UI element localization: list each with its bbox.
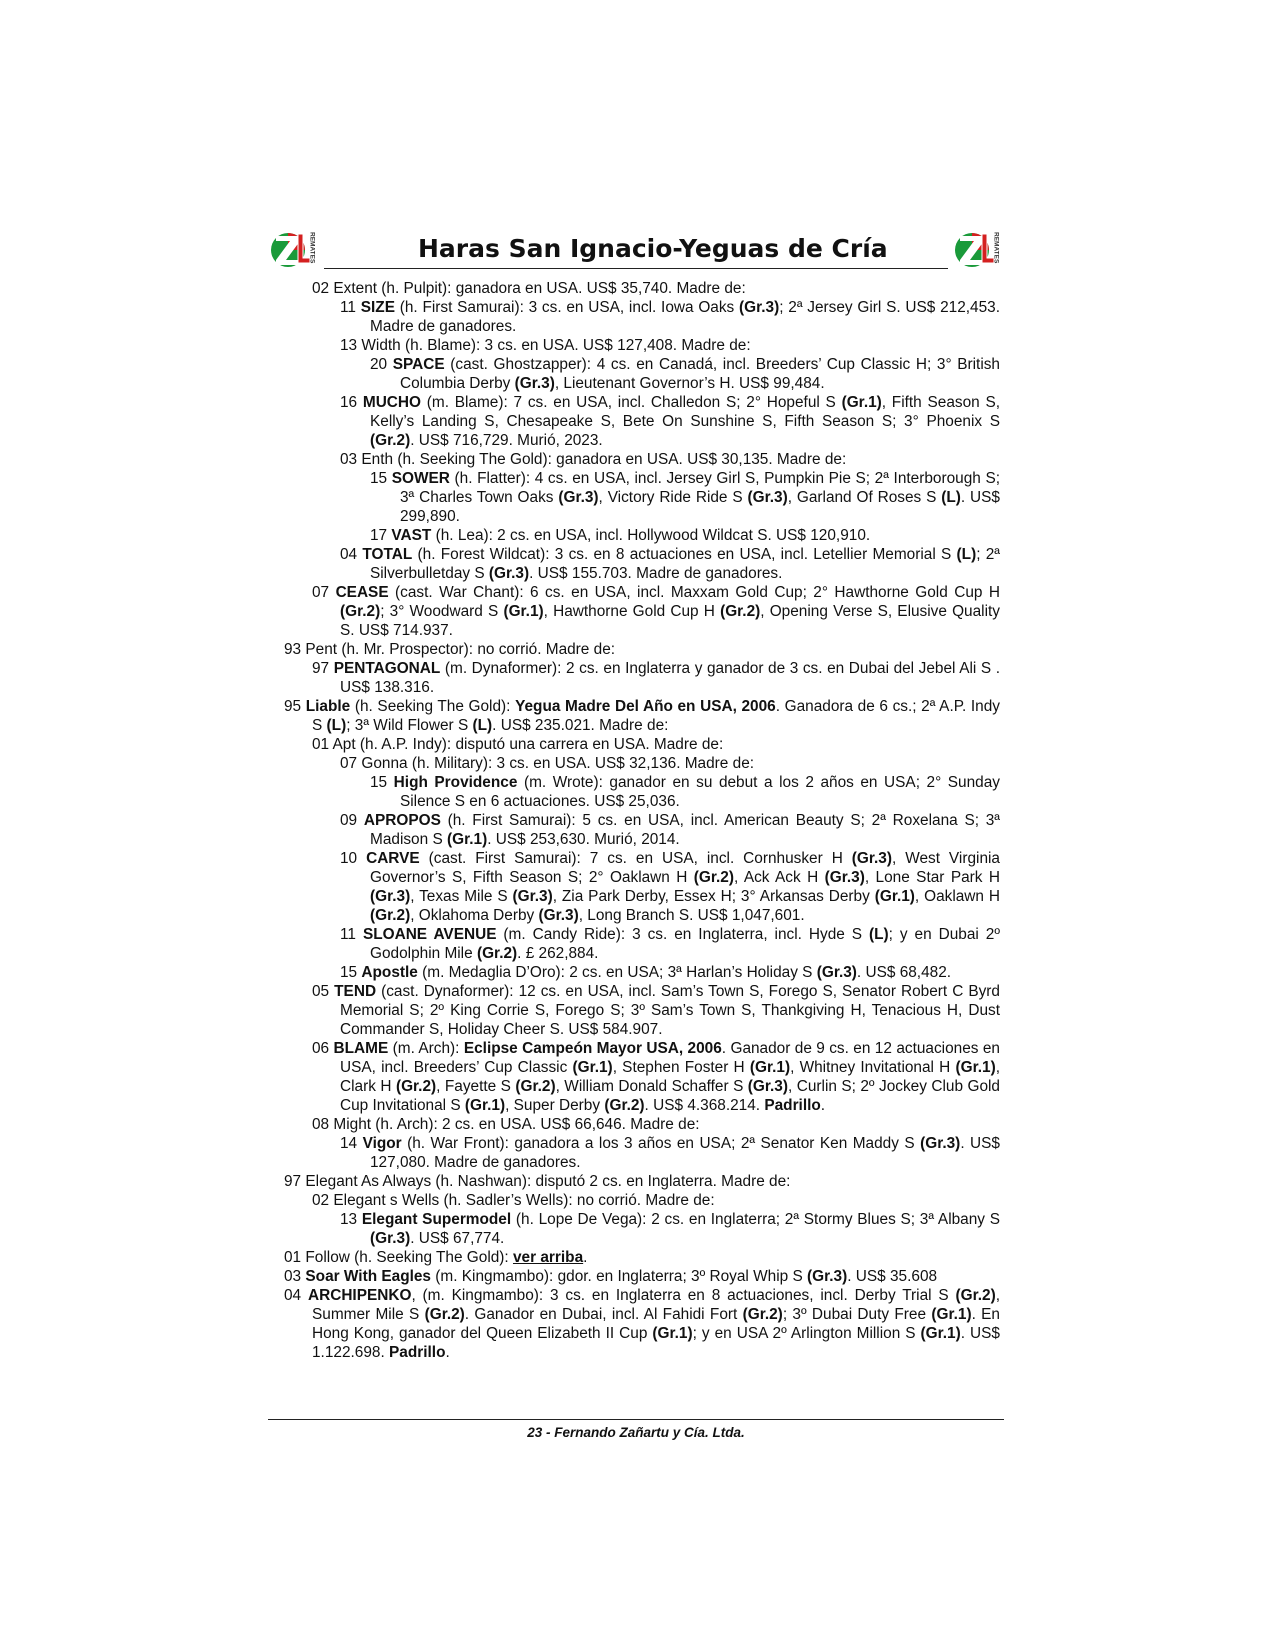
entry-text: 04 (284, 1287, 308, 1304)
entry-text: 97 Elegant As Always (h. Nashwan): disputó 2 cs. en Inglaterra. Madre de: (284, 1173, 791, 1190)
entry-text: , Texas Mile S (410, 888, 513, 905)
entry-text: 14 (340, 1135, 363, 1152)
entry-text: (h. War Front): ganadora a los 3 años en USA; 2ª Senator Ken Maddy S (401, 1135, 921, 1152)
entry-text: , Fifth Season S, Kelly’s Landing S, Chesapeake S, Bete On Sunshine S, Fifth Season S; 3° Phoenix S (370, 394, 1000, 430)
entry-bold-text: (Gr.1) (931, 1306, 972, 1323)
entry-bold-text: Soar With Eagles (305, 1268, 431, 1285)
entry-bold-text: Vigor (362, 1135, 402, 1152)
entry-text: 95 (284, 698, 306, 715)
entry-bold-text: (Gr.3) (824, 869, 865, 886)
entry-text: , Curlin S; 2º Jockey Club Gold Cup Invitational S (340, 1078, 1000, 1114)
entry-bold-text: (L) (941, 489, 961, 506)
entry-bold-text: (Gr.3) (747, 489, 788, 506)
entry-text: , Oklahoma Derby (410, 907, 539, 924)
pedigree-entry (284, 697, 1000, 735)
entry-text: 02 Extent (h. Pulpit): ganadora en USA. US$ 35,740. Madre de: (312, 280, 746, 297)
entry-text: . US$ 253,630. Murió, 2014. (487, 831, 680, 848)
entry-bold-text: TEND (334, 983, 377, 1000)
page-title: Haras San Ignacio-Yeguas de Cría (418, 234, 888, 263)
entry-text: 03 Enth (h. Seeking The Gold): ganadora en USA. US$ 30,135. Madre de: (340, 451, 847, 468)
entry-bold-text: SPACE (392, 356, 445, 373)
entry-bold-text: (Gr.1) (572, 1059, 613, 1076)
entry-text: 20 (370, 356, 393, 373)
entry-bold-text: (Gr.2) (424, 1306, 465, 1323)
entry-text: . US$ 235.021. Madre de: (492, 717, 669, 734)
pedigree-entry (370, 773, 1000, 811)
pedigree-entry (370, 469, 1000, 526)
pedigree-entry (284, 1172, 1000, 1191)
entry-bold-text: (Gr.3) (851, 850, 892, 867)
entry-bold-text: MUCHO (362, 394, 422, 411)
entry-text: . US$ 716,729. Murió, 2023. (410, 432, 603, 449)
pedigree-entry (340, 298, 1000, 336)
entry-text: . (583, 1249, 588, 1266)
entry-bold-text: (Gr.3) (488, 565, 530, 582)
entry-text: . (820, 1097, 826, 1114)
pedigree-entry (340, 849, 1000, 925)
pedigree-entry (340, 336, 1000, 355)
pedigree-entry (340, 1134, 1000, 1172)
entry-bold-text: (Gr.2) (515, 1078, 556, 1095)
entry-text: 15 (340, 964, 362, 981)
entry-bold-text: VAST (391, 527, 432, 544)
pedigree-entry (312, 1039, 1000, 1115)
svg-text:REMATES: REMATES (308, 232, 316, 264)
pedigree-text (284, 279, 1000, 1362)
pedigree-entry (340, 925, 1000, 963)
entry-bold-text: (Gr.1) (874, 888, 915, 905)
pedigree-entry (312, 583, 1000, 640)
entry-text: (m. Kingmambo): gdor. en Inglaterra; 3º Royal Whip S (431, 1268, 808, 1285)
entry-bold-text: (Gr.2) (742, 1306, 783, 1323)
entry-bold-text: Yegua Madre Del Año en USA, 2006 (515, 698, 776, 715)
pedigree-entry (312, 1115, 1000, 1134)
entry-text: 09 (340, 812, 364, 829)
entry-text: , Fayette S (436, 1078, 516, 1095)
entry-bold-text: (Gr.1) (841, 394, 882, 411)
entry-text: , Ack Ack H (733, 869, 825, 886)
entry-bold-text: (Gr.3) (370, 888, 411, 905)
header-rule (324, 268, 948, 269)
entry-text: , Clark H (340, 1059, 1000, 1095)
entry-text: . US$ 68,482. (856, 964, 952, 981)
entry-text: , Opening Verse S, Elusive Quality S. US$ 714.937. (340, 603, 1000, 639)
entry-bold-text: TOTAL (362, 546, 413, 563)
entry-bold-text: (Gr.3) (538, 907, 579, 924)
entry-bold-text: (Gr.2) (340, 603, 381, 620)
entry-text: (m. Wrote): ganador en su debut a los 2 años en USA; 2° Sunday Silence S en 6 actuaciones. US$ 25,036. (400, 774, 1000, 810)
entry-bold-text: (Gr.3) (816, 964, 857, 981)
entry-bold-text: (Gr.3) (739, 299, 780, 316)
entry-text: . US$ 1.122.698. (312, 1325, 1000, 1361)
entry-text: ; 2ª Jersey Girl S. US$ 212,453. Madre de ganadores. (370, 299, 1001, 335)
entry-text: (h. First Samurai): 3 cs. en USA, incl. Iowa Oaks (394, 299, 740, 316)
entry-bold-text: (Gr.3) (514, 375, 555, 392)
entry-bold-text: (Gr.1) (447, 831, 488, 848)
entry-bold-text: (Gr.2) (370, 907, 411, 924)
pedigree-entry (284, 1248, 1000, 1267)
entry-bold-text: (Gr.3) (807, 1268, 848, 1285)
entry-text: (h. First Samurai): 5 cs. en USA, incl. American Beauty S; 2ª Roxelana S; 3ª Madison S (370, 812, 1000, 848)
entry-bold-text: SLOANE AVENUE (362, 926, 497, 943)
entry-text: (m. Medaglia D’Oro): 2 cs. en USA; 3ª Harlan’s Holiday S (417, 964, 817, 981)
entry-text: , Zia Park Derby, Essex H; 3° Arkansas Derby (552, 888, 875, 905)
entry-bold-text: (Gr.3) (558, 489, 599, 506)
entry-bold-text: (Gr.2) (955, 1287, 996, 1304)
entry-text: (cast. Dynaformer): 12 cs. en USA, incl. Sam’s Town S, Forego S, Senator Robert C Byrd Memorial S; 2º King Corrie S, Forego S; 3º Sam’s Town S, Thankgiving H, Tenacious H, Dust Commander S, Holiday Cheer S. US$ 584.907. (340, 983, 1000, 1038)
entry-bold-text: SIZE (360, 299, 395, 316)
entry-text: 04 (340, 546, 363, 563)
entry-text: (m. Blame): 7 cs. en USA, incl. Challedon S; 2° Hopeful S (421, 394, 842, 411)
entry-text: 15 (370, 470, 392, 487)
entry-text: (m. Arch): (388, 1040, 464, 1057)
entry-bold-text: BLAME (333, 1040, 389, 1057)
entry-text: 10 (340, 850, 367, 867)
entry-text: , Oaklawn H (914, 888, 1000, 905)
pedigree-entry (284, 1267, 1000, 1286)
pedigree-entry (312, 735, 1000, 754)
entry-text: 11 (340, 926, 363, 943)
pedigree-entry (340, 1210, 1000, 1248)
entry-text: . Ganador en Dubai, incl. Al Fahidi Fort (464, 1306, 743, 1323)
entry-text: , Stephen Foster H (612, 1059, 750, 1076)
entry-text: , Garland Of Roses S (787, 489, 942, 506)
entry-text: , Lieutenant Governor’s H. US$ 99,484. (554, 375, 825, 392)
pedigree-entry (284, 640, 1000, 659)
entry-text: , (m. Kingmambo): 3 cs. en Inglaterra en 8 actuaciones, incl. Derby Trial S (411, 1287, 956, 1304)
remates-logo-left (268, 224, 320, 272)
entry-text: . US$ 299,890. (400, 489, 1000, 525)
entry-bold-text: PENTAGONAL (333, 660, 441, 677)
entry-bold-text: (Gr.3) (512, 888, 553, 905)
entry-bold-text: (Gr.1) (920, 1325, 961, 1342)
entry-bold-text: CEASE (335, 584, 389, 601)
entry-text: , Lone Star Park H (864, 869, 1000, 886)
entry-text: . US$ 35.608 (847, 1268, 938, 1285)
entry-text: (h. Seeking The Gold): (350, 698, 516, 715)
entry-bold-text: ver arriba (512, 1249, 584, 1266)
entry-text: 05 (312, 983, 335, 1000)
footer-rule (268, 1419, 1004, 1420)
entry-bold-text: Padrillo (389, 1344, 446, 1361)
entry-bold-text: (Gr.3) (920, 1135, 961, 1152)
entry-bold-text: (Gr.1) (955, 1059, 996, 1076)
entry-text: 07 (312, 584, 336, 601)
entry-text: (h. Lope De Vega): 2 cs. en Inglaterra; 2ª Stormy Blues S; 3ª Albany S (511, 1211, 1000, 1228)
entry-bold-text: (L) (956, 546, 977, 563)
entry-text: 16 (340, 394, 363, 411)
pedigree-entry (312, 1191, 1000, 1210)
entry-bold-text: (L) (326, 717, 347, 734)
entry-bold-text: (Gr.2) (720, 603, 761, 620)
entry-text: . (445, 1344, 450, 1361)
entry-text: (h. Lea): 2 cs. en USA, incl. Hollywood Wildcat S. US$ 120,910. (431, 527, 871, 544)
entry-bold-text: Padrillo (764, 1097, 821, 1114)
entry-text: 17 (370, 527, 392, 544)
entry-bold-text: Apostle (361, 964, 418, 981)
pedigree-entry (340, 754, 1000, 773)
entry-text: (h. Forest Wildcat): 3 cs. en 8 actuaciones en USA, incl. Letellier Memorial S (412, 546, 957, 563)
entry-text: ; y en Dubai 2º Godolphin Mile (370, 926, 1000, 962)
pedigree-entry (340, 450, 1000, 469)
pedigree-entry (312, 279, 1000, 298)
entry-text: . Ganadora de 6 cs.; 2ª A.P. Indy S (312, 698, 1000, 734)
entry-bold-text: Liable (305, 698, 351, 715)
pedigree-entry (312, 659, 1000, 697)
entry-text: . US$ 4.368.214. (644, 1097, 765, 1114)
entry-bold-text: SOWER (391, 470, 450, 487)
entry-text: , Victory Ride Ride S (598, 489, 748, 506)
entry-text: 13 Width (h. Blame): 3 cs. en USA. US$ 127,408. Madre de: (340, 337, 751, 354)
entry-text: (cast. Ghostzapper): 4 cs. en Canadá, incl. Breeders’ Cup Classic H; 3° British Columbia Derby (400, 356, 1000, 392)
entry-bold-text: (L) (869, 926, 889, 943)
pedigree-entry (340, 811, 1000, 849)
entry-text: , Long Branch S. US$ 1,047,601. (578, 907, 805, 924)
entry-text: . Ganador de 9 cs. en 12 actuaciones en USA, incl. Breeders’ Cup Classic (340, 1040, 1000, 1076)
entry-text: 06 (312, 1040, 334, 1057)
svg-text:REMATES: REMATES (992, 232, 1000, 264)
entry-bold-text: (Gr.3) (747, 1078, 788, 1095)
remates-logo-icon (268, 224, 320, 272)
entry-text: (h. Flatter): 4 cs. en USA, incl. Jersey Girl S, Pumpkin Pie S; 2ª Interborough S; 3ª Charles Town Oaks (400, 470, 1000, 506)
page-footer: 23 - Fernando Zañartu y Cía. Ltda. (527, 1425, 745, 1440)
entry-bold-text: (Gr.2) (476, 945, 518, 962)
remates-logo-right (952, 224, 1004, 272)
entry-text: (m. Candy Ride): 3 cs. en Inglaterra, incl. Hyde S (496, 926, 869, 943)
pedigree-entry (370, 355, 1000, 393)
remates-logo-icon (952, 224, 1004, 272)
entry-bold-text: (Gr.2) (604, 1097, 645, 1114)
page-header (268, 224, 1004, 276)
entry-text: , Super Derby (505, 1097, 605, 1114)
entry-bold-text: (Gr.1) (503, 603, 544, 620)
entry-bold-text: (Gr.1) (749, 1059, 791, 1076)
entry-bold-text: (Gr.1) (652, 1325, 693, 1342)
entry-text: 03 (284, 1268, 306, 1285)
pedigree-entry (370, 526, 1000, 545)
entry-text: , West Virginia Governor’s S, Fifth Season S; 2° Oaklawn H (370, 850, 1000, 886)
pedigree-entry (284, 1286, 1000, 1362)
entry-text: 97 (312, 660, 334, 677)
entry-text: (cast. War Chant): 6 cs. en USA, incl. Maxxam Gold Cup; 2° Hawthorne Gold Cup H (388, 584, 1000, 601)
entry-bold-text: Elegant Supermodel (361, 1211, 512, 1228)
entry-text: 07 Gonna (h. Military): 3 cs. en USA. US$ 32,136. Madre de: (340, 755, 755, 772)
entry-bold-text: CARVE (366, 850, 420, 867)
entry-text: 15 (370, 774, 394, 791)
pedigree-entry (340, 963, 1000, 982)
entry-text: 08 Might (h. Arch): 2 cs. en USA. US$ 66,646. Madre de: (312, 1116, 700, 1133)
entry-text: ; y en USA 2º Arlington Million S (692, 1325, 921, 1342)
entry-text: 01 Follow (h. Seeking The Gold): (284, 1249, 513, 1266)
entry-text: . £ 262,884. (517, 945, 599, 962)
entry-text: ; 3° Woodward S (380, 603, 504, 620)
entry-text: . En Hong Kong, ganador del Queen Elizabeth II Cup (312, 1306, 1000, 1342)
entry-bold-text: (Gr.3) (370, 1230, 411, 1247)
entry-text: ; 3º Dubai Duty Free (782, 1306, 932, 1323)
entry-bold-text: (Gr.2) (693, 869, 734, 886)
entry-bold-text: ARCHIPENKO (307, 1287, 412, 1304)
entry-bold-text: APROPOS (363, 812, 441, 829)
entry-text: , William Donald Schaffer S (555, 1078, 748, 1095)
entry-text: ; 3ª Wild Flower S (346, 717, 473, 734)
entry-text: , Whitney Invitational H (790, 1059, 956, 1076)
pedigree-entry (312, 982, 1000, 1039)
entry-text: . US$ 67,774. (410, 1230, 505, 1247)
entry-text: 11 (340, 299, 361, 316)
entry-bold-text: (Gr.2) (370, 432, 411, 449)
entry-text: 93 Pent (h. Mr. Prospector): no corrió. Madre de: (284, 641, 616, 658)
entry-text: ; 2ª Silverbulletday S (370, 546, 1000, 582)
entry-text: . US$ 155.703. Madre de ganadores. (529, 565, 783, 582)
entry-bold-text: (Gr.2) (395, 1078, 437, 1095)
entry-text: 02 Elegant s Wells (h. Sadler’s Wells): no corrió. Madre de: (312, 1192, 715, 1209)
entry-text: 13 (340, 1211, 362, 1228)
pedigree-entry (340, 545, 1000, 583)
entry-bold-text: (L) (472, 717, 493, 734)
entry-text: , Hawthorne Gold Cup H (543, 603, 721, 620)
entry-text: (m. Dynaformer): 2 cs. en Inglaterra y ganador de 3 cs. en Dubai del Jebel Ali S . US$ 138.316. (340, 660, 1000, 696)
entry-bold-text: Eclipse Campeón Mayor USA, 2006 (463, 1040, 722, 1057)
entry-text: , Summer Mile S (312, 1287, 1000, 1323)
entry-text: 01 Apt (h. A.P. Indy): disputó una carrera en USA. Madre de: (312, 736, 724, 753)
entry-bold-text: High Providence (393, 774, 518, 791)
entry-bold-text: (Gr.1) (464, 1097, 506, 1114)
entry-text: . US$ 127,080. Madre de ganadores. (370, 1135, 1000, 1171)
entry-text: (cast. First Samurai): 7 cs. en USA, incl. Cornhusker H (419, 850, 852, 867)
pedigree-entry (340, 393, 1000, 450)
